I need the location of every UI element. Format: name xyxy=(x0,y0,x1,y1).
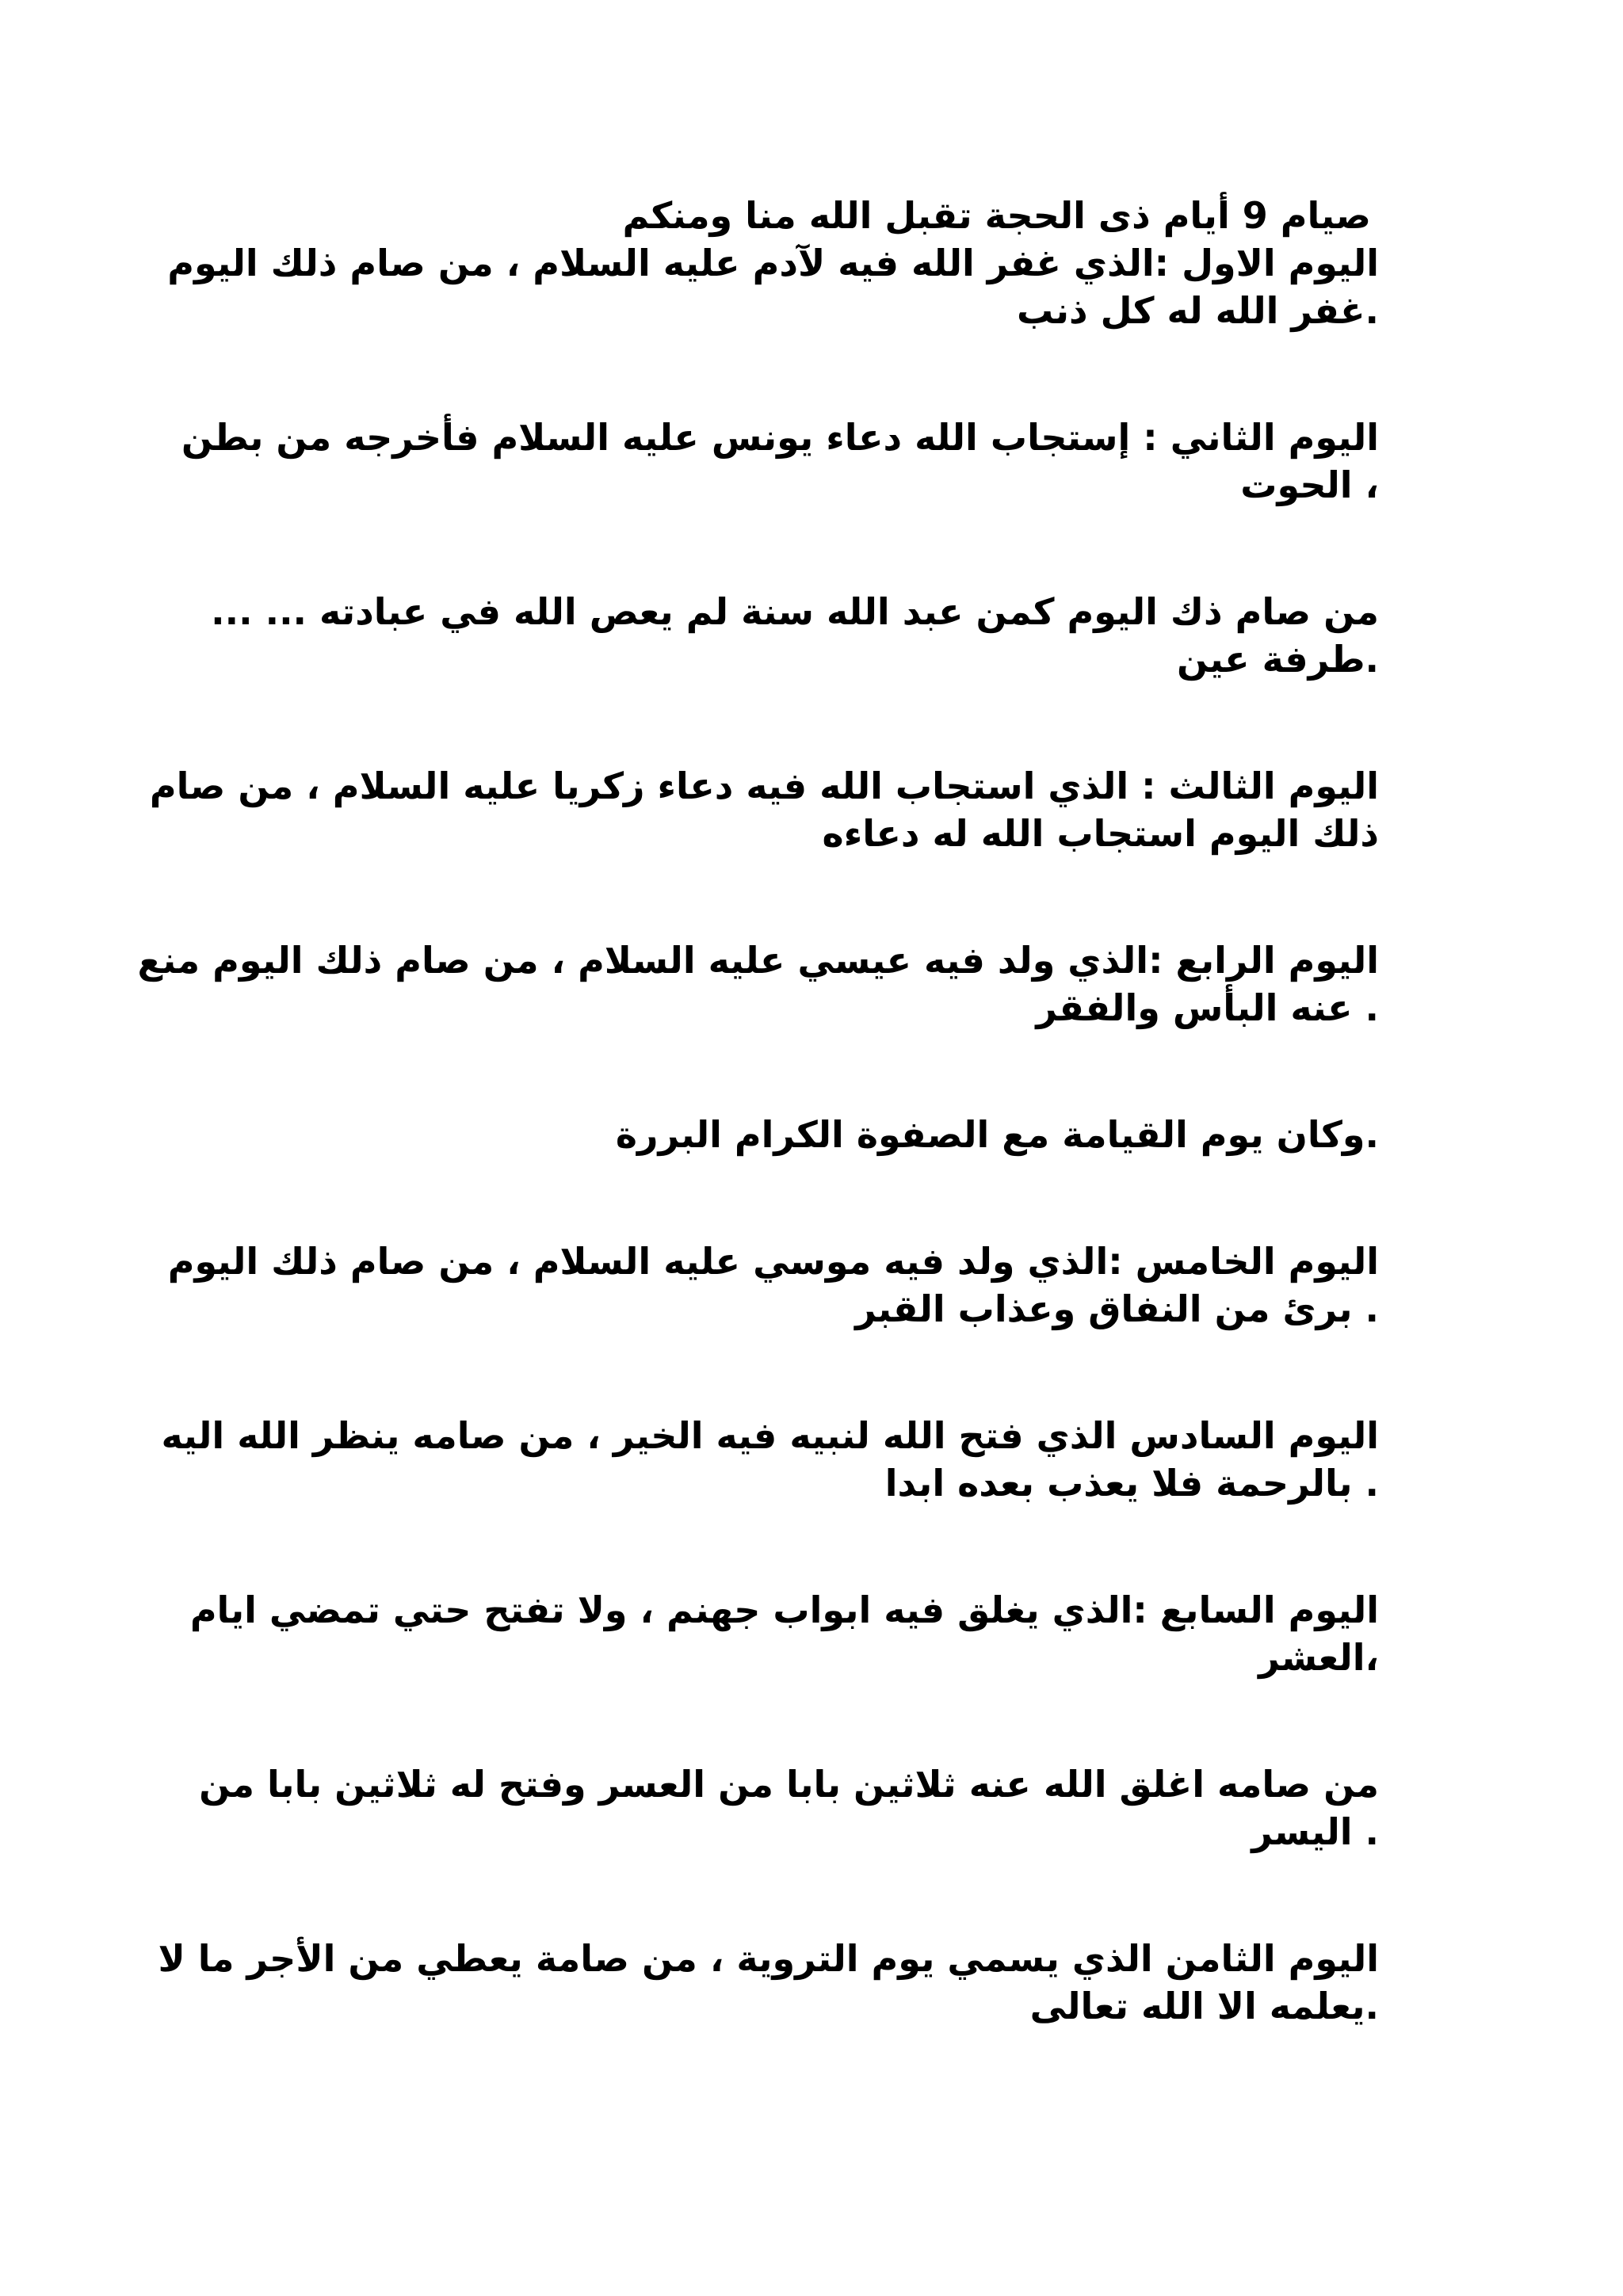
text-line: اليوم الثالث : الذي استجاب الله فيه دعاء زكريا عليه السلام ، من صام xyxy=(149,765,1379,807)
text-line: اليوم السابع :الذي يغلق فيه ابواب جهنم ، ولا تفتح حتي تمضي ايام xyxy=(189,1589,1379,1631)
paragraph-day-4-continued xyxy=(262,1111,1379,1158)
paragraph-gap xyxy=(262,1333,1379,1412)
paragraph-gap xyxy=(262,1507,1379,1586)
paragraph-day-3 xyxy=(149,762,1379,857)
text-line: اليوم الثامن الذي يسمي يوم التروية ، من صامة يعطي من الأجر ما لا xyxy=(158,1937,1379,1980)
paragraph-day-7 xyxy=(189,1586,1379,1681)
document-title: صيام 9 أيام ذى الحجة تقبل الله منا ومنكم xyxy=(622,194,1371,237)
text-line: .طرفة عين xyxy=(1176,638,1379,681)
paragraph-day-2-continued xyxy=(211,588,1379,683)
paragraph-gap xyxy=(262,1158,1379,1238)
text-line: .وكان يوم القيامة مع الصفوة الكرام البررة xyxy=(615,1113,1379,1156)
paragraph-gap xyxy=(262,1855,1379,1935)
paragraph-day-4 xyxy=(137,936,1379,1032)
text-line: ،العشر xyxy=(1258,1636,1379,1679)
paragraph-day-6 xyxy=(161,1412,1379,1507)
text-line: اليوم السادس الذي فتح الله لنبيه فيه الخير ، من صامه ينظر الله اليه xyxy=(161,1414,1379,1457)
text-line: . اليسر xyxy=(1251,1810,1379,1853)
paragraph-day-7-continued xyxy=(199,1760,1379,1855)
text-line: .يعلمه الا الله تعالى xyxy=(1029,1985,1379,2027)
paragraph-day-2 xyxy=(181,414,1379,509)
document-body xyxy=(137,192,1379,2030)
paragraph-gap xyxy=(262,683,1379,762)
paragraph-gap xyxy=(262,1032,1379,1111)
text-line: . برئ من النفاق وعذاب القبر xyxy=(855,1287,1379,1330)
paragraph-gap xyxy=(262,857,1379,936)
text-line: اليوم الخامس :الذي ولد فيه موسي عليه السلام ، من صام ذلك اليوم xyxy=(167,1240,1379,1283)
paragraph-day-8 xyxy=(158,1935,1379,2030)
paragraph-day-5 xyxy=(167,1238,1379,1333)
text-line: ، الحوت xyxy=(1240,463,1379,506)
paragraph-day-1 xyxy=(167,239,1379,334)
paragraph-gap xyxy=(262,509,1379,588)
paragraph-gap xyxy=(262,1681,1379,1760)
text-line: . عنه البأس والفقر xyxy=(1036,986,1379,1029)
text-line: من صام ذك اليوم كمن عبد الله سنة لم يعص الله في عبادته ... ... xyxy=(211,590,1379,633)
text-line: اليوم الثاني : إستجاب الله دعاء يونس عليه السلام فأخرجه من بطن xyxy=(181,416,1379,459)
paragraph-gap xyxy=(262,334,1379,414)
text-line: اليوم الرابع :الذي ولد فيه عيسي عليه السلام ، من صام ذلك اليوم منع xyxy=(137,939,1379,982)
text-line: . بالرحمة فلا يعذب بعده ابدا xyxy=(884,1462,1379,1505)
text-line: من صامه اغلق الله عنه ثلاثين بابا من العسر وفتح له ثلاثين بابا من xyxy=(199,1763,1379,1806)
text-line: ذلك اليوم استجاب الله له دعاءه xyxy=(822,812,1379,855)
text-line: .غفر الله له كل ذنب xyxy=(1017,289,1379,332)
text-line: اليوم الاول :الذي غفر الله فيه لآدم عليه السلام ، من صام ذلك اليوم xyxy=(167,242,1379,284)
